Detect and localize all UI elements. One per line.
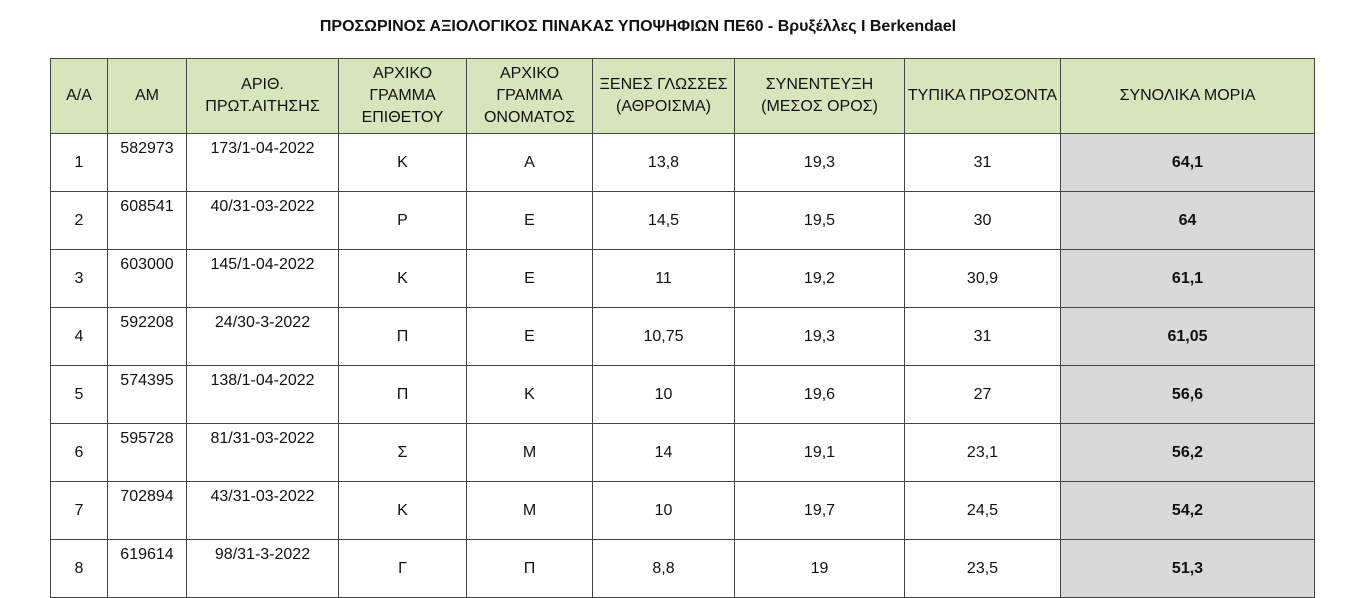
col-total-header: ΣΥΝΟΛΙΚΑ ΜΟΡΙΑ xyxy=(1061,59,1315,134)
col-protocol-cell: 81/31-03-2022 xyxy=(187,424,339,482)
table-row xyxy=(51,424,1315,482)
col-languages-cell: 10,75 xyxy=(593,308,735,366)
ranking-table xyxy=(50,58,1315,598)
col-qualifications-cell: 31 xyxy=(905,308,1061,366)
col-interview-cell: 19,5 xyxy=(735,192,905,250)
col-protocol-cell: 24/30-3-2022 xyxy=(187,308,339,366)
col-qualifications-cell: 24,5 xyxy=(905,482,1061,540)
col-name-initial-cell: Ε xyxy=(467,308,593,366)
col-interview-cell: 19,3 xyxy=(735,134,905,192)
col-languages-cell: 13,8 xyxy=(593,134,735,192)
col-protocol-header: ΑΡΙΘ. ΠΡΩΤ.ΑΙΤΗΣΗΣ xyxy=(187,59,339,134)
table-row xyxy=(51,482,1315,540)
table-row xyxy=(51,308,1315,366)
col-surname-initial-cell: Γ xyxy=(339,540,467,598)
col-am-cell: 592208 xyxy=(108,308,187,366)
col-aa-cell: 3 xyxy=(51,250,108,308)
col-surname-initial-cell: Π xyxy=(339,308,467,366)
col-qualifications-header: ΤΥΠΙΚΑ ΠΡΟΣΟΝΤΑ xyxy=(905,59,1061,134)
col-protocol-cell: 98/31-3-2022 xyxy=(187,540,339,598)
col-aa-cell: 2 xyxy=(51,192,108,250)
col-interview-cell: 19 xyxy=(735,540,905,598)
col-languages-cell: 14 xyxy=(593,424,735,482)
col-surname-initial-cell: Κ xyxy=(339,250,467,308)
col-languages-cell: 11 xyxy=(593,250,735,308)
col-surname-initial-cell: Ρ xyxy=(339,192,467,250)
col-languages-cell: 14,5 xyxy=(593,192,735,250)
col-name-initial-header: ΑΡΧΙΚΟ ΓΡΑΜΜΑ ΟΝΟΜΑΤΟΣ xyxy=(467,59,593,134)
col-surname-initial-cell: Σ xyxy=(339,424,467,482)
col-aa-cell: 6 xyxy=(51,424,108,482)
col-am-cell: 595728 xyxy=(108,424,187,482)
table-row xyxy=(51,134,1315,192)
col-am-cell: 619614 xyxy=(108,540,187,598)
header-row xyxy=(51,59,1315,134)
col-total-cell: 54,2 xyxy=(1061,482,1315,540)
table-row xyxy=(51,366,1315,424)
col-name-initial-cell: Α xyxy=(467,134,593,192)
col-qualifications-cell: 30,9 xyxy=(905,250,1061,308)
col-total-cell: 61,1 xyxy=(1061,250,1315,308)
col-surname-initial-header: ΑΡΧΙΚΟ ΓΡΑΜΜΑ ΕΠΙΘΕΤΟΥ xyxy=(339,59,467,134)
col-surname-initial-cell: Κ xyxy=(339,482,467,540)
col-aa-cell: 8 xyxy=(51,540,108,598)
col-qualifications-cell: 23,1 xyxy=(905,424,1061,482)
col-am-header: ΑΜ xyxy=(108,59,187,134)
col-total-cell: 64 xyxy=(1061,192,1315,250)
col-protocol-cell: 43/31-03-2022 xyxy=(187,482,339,540)
col-total-cell: 56,2 xyxy=(1061,424,1315,482)
col-interview-cell: 19,6 xyxy=(735,366,905,424)
col-aa-header: Α/Α xyxy=(51,59,108,134)
table-row xyxy=(51,192,1315,250)
col-am-cell: 603000 xyxy=(108,250,187,308)
col-aa-cell: 1 xyxy=(51,134,108,192)
col-name-initial-cell: Κ xyxy=(467,366,593,424)
col-qualifications-cell: 23,5 xyxy=(905,540,1061,598)
col-am-cell: 574395 xyxy=(108,366,187,424)
col-interview-cell: 19,2 xyxy=(735,250,905,308)
col-interview-header: ΣΥΝΕΝΤΕΥΞΗ (ΜΕΣΟΣ ΟΡΟΣ) xyxy=(735,59,905,134)
col-qualifications-cell: 27 xyxy=(905,366,1061,424)
col-aa-cell: 7 xyxy=(51,482,108,540)
col-protocol-cell: 138/1-04-2022 xyxy=(187,366,339,424)
col-protocol-cell: 40/31-03-2022 xyxy=(187,192,339,250)
col-total-cell: 61,05 xyxy=(1061,308,1315,366)
col-name-initial-cell: Ε xyxy=(467,250,593,308)
col-name-initial-cell: Ε xyxy=(467,192,593,250)
col-surname-initial-cell: Κ xyxy=(339,134,467,192)
col-interview-cell: 19,3 xyxy=(735,308,905,366)
col-languages-cell: 10 xyxy=(593,482,735,540)
page-title: ΠΡΟΣΩΡΙΝΟΣ ΑΞΙΟΛΟΓΙΚΟΣ ΠΙΝΑΚΑΣ ΥΠΟΨΗΦΙΩΝ ΠΕ60 - Βρυξέλλες I Berkendael xyxy=(319,18,957,35)
col-interview-cell: 19,7 xyxy=(735,482,905,540)
col-surname-initial-cell: Π xyxy=(339,366,467,424)
col-languages-cell: 8,8 xyxy=(593,540,735,598)
col-protocol-cell: 145/1-04-2022 xyxy=(187,250,339,308)
col-languages-cell: 10 xyxy=(593,366,735,424)
col-total-cell: 64,1 xyxy=(1061,134,1315,192)
col-qualifications-cell: 31 xyxy=(905,134,1061,192)
col-total-cell: 56,6 xyxy=(1061,366,1315,424)
col-total-cell: 51,3 xyxy=(1061,540,1315,598)
col-name-initial-cell: Π xyxy=(467,540,593,598)
col-qualifications-cell: 30 xyxy=(905,192,1061,250)
col-protocol-cell: 173/1-04-2022 xyxy=(187,134,339,192)
col-interview-cell: 19,1 xyxy=(735,424,905,482)
col-name-initial-cell: Μ xyxy=(467,424,593,482)
col-am-cell: 702894 xyxy=(108,482,187,540)
table-row xyxy=(51,540,1315,598)
table-row xyxy=(51,250,1315,308)
col-am-cell: 608541 xyxy=(108,192,187,250)
col-aa-cell: 4 xyxy=(51,308,108,366)
col-aa-cell: 5 xyxy=(51,366,108,424)
col-name-initial-cell: Μ xyxy=(467,482,593,540)
col-languages-header: ΞΕΝΕΣ ΓΛΩΣΣΕΣ (ΑΘΡΟΙΣΜΑ) xyxy=(593,59,735,134)
col-am-cell: 582973 xyxy=(108,134,187,192)
